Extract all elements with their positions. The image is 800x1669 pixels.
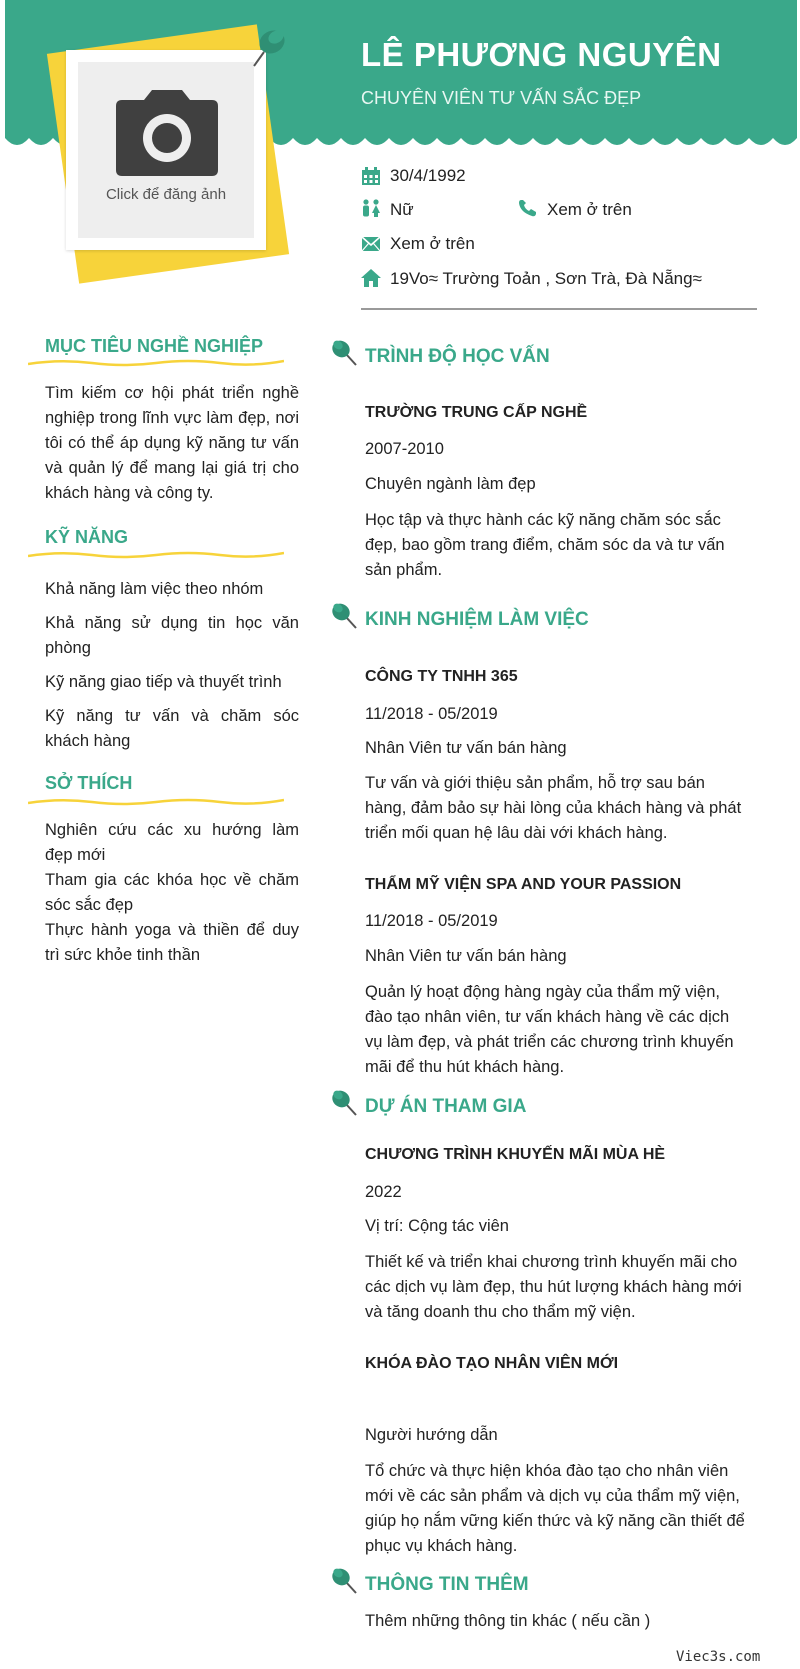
hobby-item: Thực hành yoga và thiền để duy trì sức khỏe tinh thần: [45, 921, 299, 964]
hobby-item: Nghiên cứu các xu hướng làm đẹp mới: [45, 821, 299, 864]
email-value[interactable]: Xem ở trên: [390, 234, 475, 253]
hobby-item: Tham gia các khóa học về chăm sóc sắc đẹp: [45, 871, 299, 914]
pushpin-icon: [248, 24, 288, 70]
pushpin-icon: [330, 1565, 358, 1595]
skill-item: Khả năng làm việc theo nhóm: [45, 580, 264, 598]
skill-item: Kỹ năng giao tiếp và thuyết trình: [45, 673, 282, 691]
heading-underline: [28, 550, 284, 560]
education-heading: TRÌNH ĐỘ HỌC VẤN: [365, 346, 550, 367]
home-icon: [361, 269, 381, 287]
education-period: 2007-2010: [365, 440, 444, 458]
photo-frame[interactable]: [66, 50, 266, 250]
project-role: Người hướng dẫn: [365, 1426, 498, 1444]
camera-icon: [114, 88, 220, 178]
job-description: Tư vấn và giới thiệu sản phẩm, hỗ trợ sau bán hàng, đảm bảo sự hài lòng của khách hàng và phát triển mối quan hệ lâu dài với khách hàng.: [365, 774, 742, 842]
job-company: THẨM MỸ VIỆN SPA AND YOUR PASSION: [365, 876, 682, 893]
calendar-icon: [361, 167, 381, 185]
contact-divider: [361, 308, 757, 310]
phone-icon: [518, 199, 538, 217]
heading-underline: [28, 797, 284, 807]
skill-item: Kỹ năng tư vấn và chăm sóc khách hàng: [45, 707, 299, 750]
gender-value: Nữ: [390, 200, 414, 219]
skill-item: Khả năng sử dụng tin học văn phòng: [45, 614, 299, 657]
project-description: Thiết kế và triển khai chương trình khuyến mãi cho các dịch vụ làm đẹp, thu hút lượng khách hàng mới và tăng doanh thu cho thẩm mỹ viện.: [365, 1253, 742, 1321]
address-value: 19Vo≈ Trường Toản , Sơn Trà, Đà Nẵng≈: [390, 269, 702, 288]
pushpin-icon: [330, 1087, 358, 1117]
objective-text: Tìm kiếm cơ hội phát triển nghề nghiệp trong lĩnh vực làm đẹp, nơi tôi có thể áp dụng kỹ năng tư vấn và quản lý để mang lại giá trị cho khách hàng và công ty.: [45, 384, 299, 502]
job-position: Nhân Viên tư vấn bán hàng: [365, 947, 567, 965]
job-description: Quản lý hoạt động hàng ngày của thẩm mỹ viện, đào tạo nhân viên, tư vấn khách hàng về các dịch vụ làm đẹp, và phát triển các chương trình khuyến mãi để thu hút khách hàng.: [365, 983, 734, 1076]
projects-heading: DỰ ÁN THAM GIA: [365, 1096, 527, 1117]
job-company: CÔNG TY TNHH 365: [365, 668, 518, 685]
email-icon: [361, 235, 381, 253]
skills-heading: KỸ NĂNG: [45, 527, 129, 547]
additional-info-text: Thêm những thông tin khác ( nếu cần ): [365, 1612, 651, 1630]
pushpin-icon: [330, 600, 358, 630]
additional-info-heading: THÔNG TIN THÊM: [365, 1574, 529, 1595]
heading-underline: [28, 358, 284, 368]
school-name: TRƯỜNG TRUNG CẤP NGHỀ: [365, 404, 588, 421]
hobbies-heading: SỞ THÍCH: [45, 773, 133, 793]
job-period: 11/2018 - 05/2019: [365, 705, 498, 723]
photo-placeholder[interactable]: [78, 62, 254, 238]
project-role: Vị trí: Cộng tác viên: [365, 1217, 509, 1235]
job-title: CHUYÊN VIÊN TƯ VẤN SẮC ĐẸP: [361, 88, 642, 108]
education-major: Chuyên ngành làm đẹp: [365, 475, 536, 493]
education-description: Học tập và thực hành các kỹ năng chăm sóc sắc đẹp, bao gồm trang điểm, chăm sóc da và tư vấn sản phẩm.: [365, 511, 725, 579]
job-period: 11/2018 - 05/2019: [365, 912, 498, 930]
project-year: 2022: [365, 1183, 402, 1201]
objective-heading: MỤC TIÊU NGHỀ NGHIỆP: [45, 336, 264, 356]
project-description: Tổ chức và thực hiện khóa đào tạo cho nhân viên mới về các sản phẩm và dịch vụ của thẩm mỹ viện, giúp họ nắm vững kiến thức và kỹ năng cần thiết để phục vụ khách hàng.: [365, 1462, 745, 1555]
pushpin-icon: [330, 337, 358, 367]
candidate-name: LÊ PHƯƠNG NGUYÊN: [361, 36, 722, 73]
phone-value[interactable]: Xem ở trên: [547, 200, 632, 219]
project-name: CHƯƠNG TRÌNH KHUYẾN MÃI MÙA HÈ: [365, 1146, 666, 1163]
experience-heading: KINH NGHIỆM LÀM VIỆC: [365, 609, 589, 630]
project-name: KHÓA ĐÀO TẠO NHÂN VIÊN MỚI: [365, 1355, 619, 1372]
job-position: Nhân Viên tư vấn bán hàng: [365, 739, 567, 757]
photo-upload-caption: Click để đăng ảnh: [105, 186, 227, 203]
birthday-value: 30/4/1992: [390, 166, 466, 185]
gender-icon: [361, 199, 381, 217]
watermark: Viec3s.com: [676, 1649, 761, 1665]
